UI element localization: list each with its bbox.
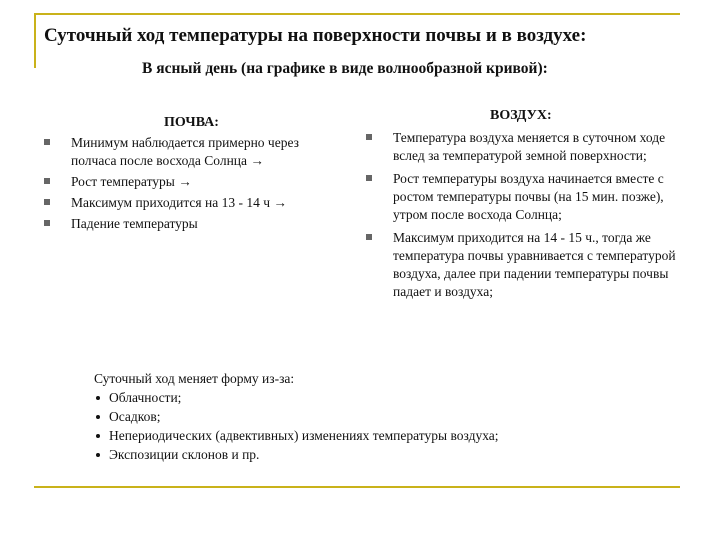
dot-bullet-icon <box>96 453 100 457</box>
soil-heading: ПОЧВА: <box>164 115 219 130</box>
soil-item <box>44 134 344 170</box>
factor-item-text: Облачности; <box>109 390 182 405</box>
dot-bullet-icon <box>96 396 100 400</box>
air-item <box>366 170 691 224</box>
factor-item <box>94 426 694 445</box>
soil-item-text: Максимум приходится на 13 - 14 ч → <box>71 195 287 210</box>
air-list <box>366 129 691 306</box>
factors-block <box>94 369 694 464</box>
frame-bottom-line <box>34 486 680 488</box>
factor-item <box>94 445 694 464</box>
factor-item <box>94 407 694 426</box>
slide-subtitle: В ясный день (на графике в виде волнообразной кривой): <box>142 60 548 77</box>
factors-list <box>94 388 694 464</box>
factor-item <box>94 388 694 407</box>
square-bullet-icon <box>44 178 50 184</box>
soil-item-text: Рост температуры → <box>71 174 192 189</box>
slide-title: Суточный ход температуры на поверхности почвы и в воздухе: <box>44 25 587 46</box>
dot-bullet-icon <box>96 415 100 419</box>
factor-item-text: Непериодических (адвективных) изменениях температуры воздуха; <box>109 428 499 443</box>
factors-heading: Суточный ход меняет форму из-за: <box>94 371 295 386</box>
soil-item-text: Падение температуры <box>71 216 198 231</box>
square-bullet-icon <box>44 199 50 205</box>
air-item-text: Температура воздуха меняется в суточном ходе вслед за температурой земной поверхности; <box>393 130 666 163</box>
air-item-text: Рост температуры воздуха начинается вместе с ростом температуры почвы (на 15 мин. позже), утром после восхода Солнца; <box>393 171 664 222</box>
square-bullet-icon <box>366 234 372 240</box>
square-bullet-icon <box>366 134 372 140</box>
factor-item-text: Экспозиции склонов и пр. <box>109 447 260 462</box>
square-bullet-icon <box>366 175 372 181</box>
air-heading: ВОЗДУХ: <box>490 108 552 123</box>
soil-item-text: Минимум наблюдается примерно через полчаса после восхода Солнца → <box>71 135 299 168</box>
air-item-text: Максимум приходится на 14 - 15 ч., тогда же температура почвы уравнивается с температурой воздуха, далее при падении температуры почвы падает и воздуха; <box>393 230 676 299</box>
soil-item <box>44 215 344 233</box>
factor-item-text: Осадков; <box>109 409 161 424</box>
square-bullet-icon <box>44 139 50 145</box>
frame-top-line <box>34 13 680 15</box>
air-item <box>366 229 691 301</box>
soil-list <box>44 134 344 236</box>
square-bullet-icon <box>44 220 50 226</box>
air-item <box>366 129 691 165</box>
dot-bullet-icon <box>96 434 100 438</box>
soil-item <box>44 194 344 212</box>
soil-item <box>44 173 344 191</box>
frame-left-line <box>34 13 36 68</box>
